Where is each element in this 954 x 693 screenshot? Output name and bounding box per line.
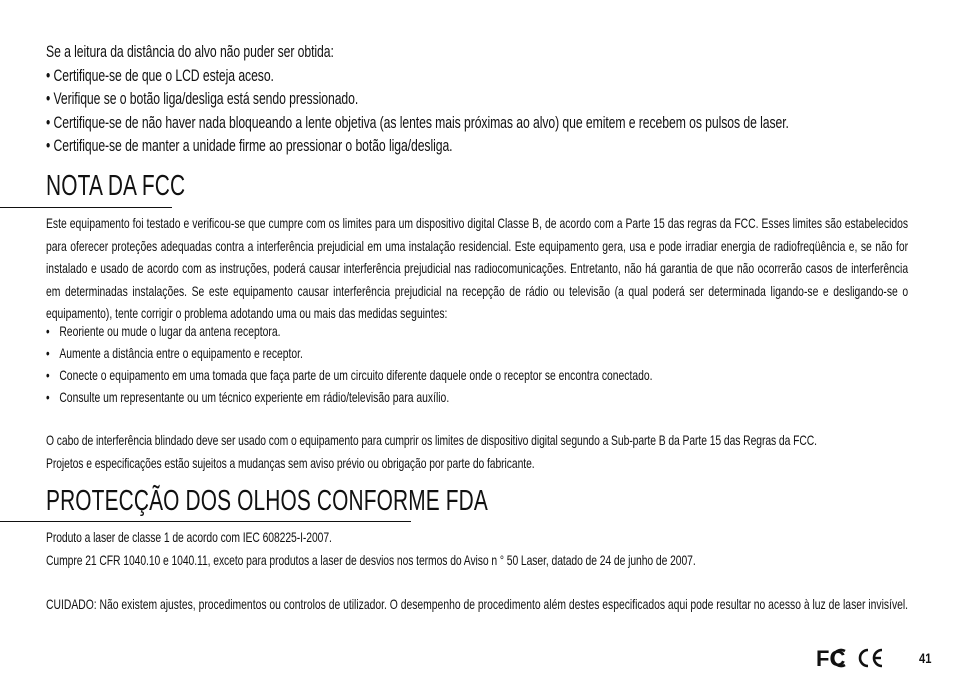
fcc-bullet-list [46,320,908,408]
fcc-ce-logos [816,646,886,670]
troubleshooting-bullet: • Certifique-se de não haver nada bloqueando a lente objetiva (as lentes mais próximas ao alvo) que emitem e recebem os pulsos de laser. [46,113,789,132]
troubleshooting-block [46,41,908,159]
troubleshooting-bullet: • Certifique-se de que o LCD esteja aceso. [46,66,274,85]
list-item: • Conecte o equipamento em uma tomada que faça parte de um circuito diferente daquele onde o receptor se encontra conectado. [46,367,653,383]
fcc-logo-icon [816,646,845,670]
fcc-bullet-text: Conecte o equipamento em uma tomada que faça parte de um circuito diferente daquele onde o receptor se encontra conectado. [59,367,653,383]
troubleshooting-bullet: • Verifique se o botão liga/desliga está sendo pressionado. [46,90,359,109]
fcc-bullet-text: Consulte um representante ou um técnico experiente em rádio/televisão para auxílio. [59,389,450,405]
fcc-bullet-text: Reoriente ou mude o lugar da antena receptora. [59,323,281,339]
fcc-heading-rule [0,207,172,208]
list-item: • Aumente a distância entre o equipamento e receptor. [46,345,303,361]
certification-logos [816,646,886,670]
fcc-spec-note: Projetos e especificações estão sujeitos a mudanças sem aviso prévio ou obrigação por parte do fabricante. [46,454,535,471]
fda-caution: CUIDADO: Não existem ajustes, procedimentos ou controlos de utilizador. O desempenho de procedimento além destes especificados aqui pode resultar no acesso à luz de laser invisível. [46,596,909,612]
list-item: • Reoriente ou mude o lugar da antena receptora. [46,323,281,339]
fda-heading: PROTECÇÃO DOS OLHOS CONFORME FDA [46,485,488,517]
fcc-closing [46,429,908,474]
fda-body [46,526,908,571]
troubleshooting-bullet: • Certifique-se de manter a unidade firme ao pressionar o botão liga/desliga. [46,137,453,156]
fcc-body [46,212,908,325]
fda-heading-rule [0,521,411,522]
fcc-bullet-text: Aumente a distância entre o equipamento e receptor. [59,345,303,361]
fda-class-line: Produto a laser de classe 1 de acordo com IEC 608225-I-2007. [46,529,332,545]
ce-mark-icon [860,650,882,666]
fda-caution-block [46,593,908,616]
fcc-heading: NOTA DA FCC [46,170,186,202]
troubleshooting-intro: Se a leitura da distância do alvo não puder ser obtida: [46,43,334,61]
fcc-cable-note: O cabo de interferência blindado deve ser usado com o equipamento para cumprir os limites de dispositivo digital segundo a Sub-parte B da Parte 15 das Regras da FCC. [46,432,817,448]
fda-cfr-line: Cumpre 21 CFR 1040.10 e 1040.11, exceto para produtos a laser de desvios nos termos do Aviso n ° 50 Laser, datado de 24 de junho de 2007. [46,551,696,568]
list-item: • Consulte um representante ou um técnico experiente em rádio/televisão para auxílio. [46,389,450,405]
page-number: 41 [919,650,932,666]
fcc-paragraph: Este equipamento foi testado e verificou-se que cumpre com os limites para um dispositivo digital Classe B, de acordo com a Parte 15 das regras da FCC. Esses limites são estabelecidos para oferecer proteções adequadas contra a interferência prejudicial em uma instalação residencial. Este equipamento gera, usa e pode irradiar energia de radiofreqüência e, se não for instalado e usado de acordo com as instruções, poderá causar interferência prejudicial nas radiocomunicações. Entretanto, não há garantia de que não ocorrerão casos de interferência em determinadas instalações. Se este equipamento causar interferência prejudicial na recepção de rádio ou televisão (a qual poderá ser determinada ligando-se e desligando-se o equipamento), tente corrigir o problema adotando uma ou mais das medidas seguintes: [46,215,909,322]
fcc-logo-text: FC [816,646,846,670]
